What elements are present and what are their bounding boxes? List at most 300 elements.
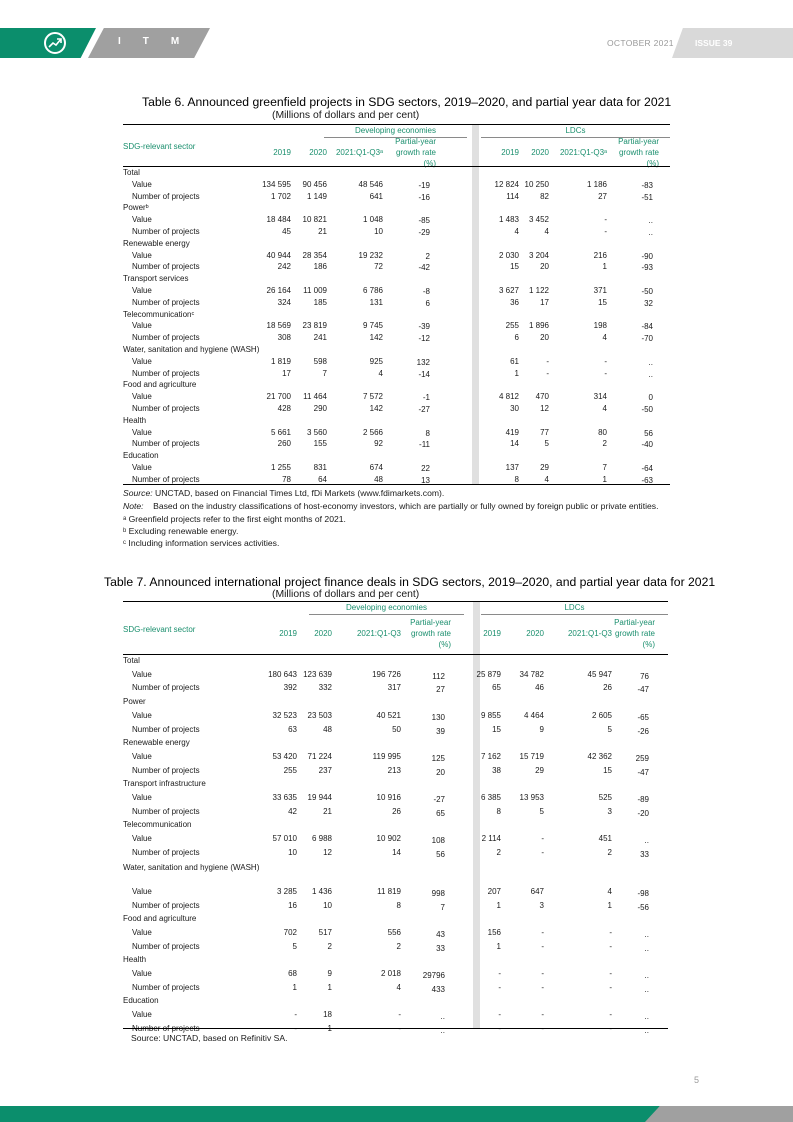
table-cell: 132 [416, 357, 430, 367]
table-cell: 9 745 [362, 321, 383, 331]
table-cell: -47 [637, 685, 649, 695]
table-cell: - [541, 941, 544, 951]
table-cell: - [609, 969, 612, 979]
table-cell: 17 [282, 368, 291, 378]
table-cell: -93 [641, 263, 653, 273]
table-cell: 4 [378, 368, 383, 378]
table-cell: 317 [387, 683, 401, 693]
table-row [123, 392, 670, 404]
table-cell: 155 [313, 439, 327, 449]
table-cell: 80 [598, 427, 607, 437]
table-cell: 15 [598, 297, 607, 307]
footer-gray-band [645, 1106, 793, 1122]
column-header-growth-rate: (%) [423, 159, 436, 168]
table-cell: 3 285 [276, 886, 297, 896]
header-issue-band [672, 28, 793, 58]
column-header-col-2019: 2019 [279, 629, 297, 638]
row-label: Value [132, 427, 152, 437]
table7-subtitle: (Millions of dollars and per cent) [272, 589, 420, 600]
table-row [123, 807, 668, 821]
row-label: Renewable energy [123, 738, 190, 748]
table-cell: 6 385 [480, 793, 501, 802]
table-cell: 428 [277, 404, 291, 413]
table-cell: 1 255 [270, 463, 291, 472]
table-cell: 56 [436, 849, 445, 859]
table-cell: 20 [436, 767, 445, 777]
table-cell: 119 995 [372, 751, 401, 761]
row-label: Value [132, 969, 152, 979]
table-cell: 42 362 [587, 751, 612, 761]
table-row-section [123, 239, 670, 251]
table-cell: 186 [313, 262, 327, 272]
row-label: Value [132, 356, 152, 366]
table-cell: 2 605 [591, 710, 612, 720]
table-cell: 556 [387, 927, 401, 937]
row-label: Education [123, 996, 159, 1006]
table-cell: - [541, 982, 544, 992]
table-cell: 7 162 [480, 751, 501, 761]
table-cell: - [398, 1023, 401, 1033]
table-cell: 29 [535, 765, 544, 775]
table-row [123, 428, 670, 440]
table-cell: 39 [436, 726, 445, 736]
table-row [123, 333, 670, 345]
table-cell: 517 [318, 927, 332, 937]
table-top-rule [123, 124, 670, 125]
column-header-col-2020: 2020 [531, 148, 549, 157]
table-cell: 7 [322, 368, 327, 378]
column-header-col-2020: 2020 [314, 629, 332, 638]
table-cell: 72 [374, 262, 383, 272]
row-label: Number of projects [132, 847, 200, 857]
table-row-section [123, 656, 668, 670]
table-cell: 12 [540, 404, 549, 413]
row-label: Number of projects [132, 333, 200, 343]
table-row [123, 439, 670, 451]
table-cell: 76 [640, 671, 649, 681]
table-cell: 27 [436, 685, 445, 695]
table-cell: 392 [283, 683, 297, 693]
table-cell: 17 [540, 297, 549, 307]
table-cell: 7 [602, 463, 607, 472]
table-cell: .. [644, 836, 649, 846]
column-header-col-2019: 2019 [273, 148, 291, 157]
table-cell: 10 902 [376, 834, 401, 844]
table-cell: 1 048 [362, 215, 383, 225]
table-cell: 11 819 [377, 886, 401, 896]
table-cell: 10 250 [524, 179, 549, 189]
table-cell: 78 [282, 474, 291, 484]
column-header-growth-rate: Partial-year [614, 618, 655, 627]
table-row-section [123, 996, 668, 1010]
table-cell: 3 452 [528, 215, 549, 225]
table-cell: -39 [418, 322, 430, 332]
table-cell: 8 [514, 474, 519, 484]
table-cell: -19 [418, 180, 430, 190]
table-row-section [123, 914, 668, 928]
table-cell: 5 [292, 941, 297, 951]
column-header-growth-rate: growth rate [618, 148, 659, 157]
table-cell: - [498, 969, 501, 979]
table-cell: 22 [421, 464, 430, 473]
table-cell: 71 224 [307, 751, 332, 761]
row-label: Health [123, 955, 147, 965]
table-cell: 4 [514, 227, 519, 236]
table-row [123, 180, 670, 192]
row-label: Renewable energy [123, 238, 190, 248]
row-label: Food and agriculture [123, 914, 197, 924]
table-row-section [123, 955, 668, 969]
table-bottom-rule [123, 484, 670, 485]
table-cell: 3 204 [528, 250, 549, 260]
table-cell: 43 [436, 929, 445, 939]
table-cell: 1 896 [528, 321, 549, 331]
table-row [123, 983, 668, 997]
table-row-section [123, 310, 670, 322]
table-cell: 123 639 [303, 669, 332, 679]
table-row [123, 711, 668, 725]
table-cell: 29796 [422, 971, 445, 981]
table-cell: - [604, 368, 607, 378]
row-label: Value [132, 392, 152, 402]
table-cell: 40 521 [376, 710, 401, 720]
table-cell: 185 [313, 297, 327, 307]
column-header-growth-rate: (%) [438, 640, 451, 649]
table-cell: 8 [396, 900, 401, 910]
row-label: Transport services [123, 274, 189, 284]
table-cell: 10 [374, 227, 383, 236]
table-cell: 641 [369, 191, 383, 201]
table-row [123, 848, 668, 862]
table-cell: 64 [318, 474, 327, 484]
table-cell: 5 [539, 806, 544, 816]
table-cell: -70 [641, 334, 653, 344]
table-row-section [123, 168, 670, 180]
table-cell: 21 [318, 227, 327, 236]
table-cell: 27 [598, 191, 607, 201]
group-header-ldcs: LDCs [564, 603, 585, 612]
table-cell: - [541, 847, 544, 857]
row-label: Number of projects [132, 439, 200, 449]
column-header-col-2019: 2019 [483, 629, 501, 638]
table-cell: 5 [544, 439, 549, 449]
table-cell: 1 [607, 900, 612, 910]
row-label: Number of projects [132, 765, 200, 775]
table-cell: -84 [641, 322, 653, 332]
table-cell: 11 464 [303, 392, 327, 402]
row-label: Value [132, 321, 152, 331]
table-cell: 2 [607, 847, 612, 857]
table-cell: 30 [510, 404, 519, 413]
table-cell: -29 [418, 228, 430, 237]
table-cell: -42 [418, 263, 430, 273]
table-cell: - [604, 215, 607, 225]
table-cell: - [609, 941, 612, 951]
table-cell: 57 010 [272, 834, 297, 844]
table-cell: 4 [396, 982, 401, 992]
table-cell: .. [644, 943, 649, 953]
table-row-section [123, 380, 670, 392]
table-cell: 25 879 [476, 669, 501, 679]
table-row-section [123, 274, 670, 286]
table-cell: 14 [392, 847, 401, 857]
table-row [123, 752, 668, 766]
table-cell: -56 [637, 902, 649, 912]
table-cell: -50 [641, 405, 653, 414]
table-cell: - [498, 1010, 501, 1020]
table-cell: 46 [535, 683, 544, 693]
column-header-col-2021: 2021:Q1-Q3 [356, 629, 401, 638]
table-cell: - [541, 927, 544, 937]
table-row-section [123, 779, 668, 793]
table-cell: 36 [510, 297, 519, 307]
table-cell: 255 [283, 765, 297, 775]
table-cell: 1 [602, 262, 607, 272]
row-label: Value [132, 927, 152, 937]
row-label: Transport infrastructure [123, 779, 206, 789]
table-cell: 18 [323, 1010, 332, 1020]
table-cell: 4 [602, 404, 607, 413]
table-cell: - [398, 1010, 401, 1020]
table-cell: 32 523 [272, 710, 297, 720]
table-cell: 831 [313, 463, 327, 472]
table-row [123, 369, 670, 381]
row-label: Number of projects [132, 404, 200, 413]
row-label: Number of projects [132, 1023, 200, 1033]
header-issue: ISSUE 39 [695, 38, 733, 48]
row-label: Value [132, 286, 152, 295]
table-cell: 180 643 [268, 669, 297, 679]
table-cell: 61 [510, 356, 519, 366]
table-cell: 4 [544, 474, 549, 484]
table-cell: - [498, 1023, 501, 1033]
table-cell: 1 [602, 474, 607, 484]
table-row-section [123, 416, 670, 428]
table-cell: .. [644, 1025, 649, 1035]
table-row [123, 834, 668, 848]
table-cell: .. [440, 1025, 445, 1035]
table-cell: -51 [641, 192, 653, 202]
table-cell: -89 [637, 795, 649, 804]
table-cell: - [294, 1023, 297, 1033]
table-cell: 2 566 [362, 427, 383, 437]
page-header [0, 28, 793, 58]
row-label: Number of projects [132, 191, 200, 201]
table-cell: 15 [510, 262, 519, 272]
sector-header: SDG-relevant sector [123, 142, 196, 151]
table-cell: 998 [431, 888, 445, 898]
table-cell: 5 [607, 724, 612, 734]
row-label: Value [132, 215, 152, 225]
column-header-growth-rate: Partial-year [395, 137, 436, 146]
row-label: Value [132, 751, 152, 761]
table-cell: 3 627 [498, 286, 519, 295]
table-cell: 1 [496, 941, 501, 951]
row-label: Power [123, 697, 146, 707]
table-cell: 216 [593, 250, 607, 260]
table-cell: .. [648, 369, 653, 379]
table-cell: .. [648, 357, 653, 367]
row-label: Number of projects [132, 368, 200, 378]
table-cell: 3 [539, 900, 544, 910]
column-header-col-2020: 2020 [526, 629, 544, 638]
table-cell: 1 819 [270, 356, 291, 366]
footer-green-band [0, 1106, 660, 1122]
table-cell: 63 [288, 724, 297, 734]
table-row [123, 321, 670, 333]
table-cell: - [541, 834, 544, 844]
table-row-section [123, 738, 668, 752]
table-cell: 23 819 [302, 321, 327, 331]
table-cell: - [541, 969, 544, 979]
table-cell: -63 [641, 475, 653, 485]
table-cell: 674 [369, 463, 383, 472]
column-header-growth-rate: (%) [642, 640, 655, 649]
table-cell: 12 824 [494, 179, 519, 189]
row-label: Value [132, 669, 152, 679]
table-cell: 5 661 [270, 427, 291, 437]
table-cell: 2 [327, 941, 332, 951]
sector-header: SDG-relevant sector [123, 625, 196, 634]
table-cell: 255 [505, 321, 519, 331]
table-cell: 34 782 [519, 669, 544, 679]
table-cell: -47 [637, 767, 649, 777]
table-cell: 92 [374, 439, 383, 449]
table-row [123, 227, 670, 239]
table-cell: 308 [277, 333, 291, 343]
table-cell: 26 [603, 683, 612, 693]
table-cell: 28 354 [302, 250, 327, 260]
group-underline [481, 614, 668, 615]
table-row [123, 969, 668, 983]
column-header-growth-rate: Partial-year [410, 618, 451, 627]
row-label: Value [132, 834, 152, 844]
row-label: Total [123, 656, 140, 665]
table-cell: 15 719 [519, 751, 544, 761]
table-cell: - [541, 1010, 544, 1020]
table-row [123, 766, 668, 780]
table-cell: 8 [496, 806, 501, 816]
row-label: Number of projects [132, 982, 200, 992]
table-row [123, 725, 668, 739]
table-cell: - [609, 1010, 612, 1020]
table-cell: 130 [431, 712, 445, 722]
table-cell: 48 [323, 724, 332, 734]
table-cell: 6 [425, 298, 430, 308]
row-label: Value [132, 886, 152, 896]
trend-up-icon [44, 32, 66, 54]
table-cell: 131 [369, 297, 383, 307]
table-cell: 0 [648, 393, 653, 403]
table6-footnote-b: ᵇ Excluding renewable energy. [123, 526, 239, 536]
table-cell: 20 [540, 262, 549, 272]
table-cell: 19 944 [307, 793, 332, 802]
table-cell: 26 [392, 806, 401, 816]
table-cell: 598 [313, 356, 327, 366]
table-cell: 3 560 [306, 427, 327, 437]
table-cell: 1 186 [586, 179, 607, 189]
table-cell: -8 [422, 287, 430, 296]
table-cell: 7 572 [362, 392, 383, 402]
table-cell: 324 [277, 297, 291, 307]
table-cell: -50 [641, 287, 653, 296]
row-label: Water, sanitation and hygiene (WASH) [123, 345, 260, 354]
table-cell: 4 [602, 333, 607, 343]
row-label: Water, sanitation and hygiene (WASH) [123, 862, 260, 872]
table-cell: 48 [374, 474, 383, 484]
table-cell: -26 [637, 726, 649, 736]
table-cell: 451 [598, 834, 612, 844]
table-cell: 19 232 [358, 250, 383, 260]
table-cell: 18 484 [266, 215, 291, 225]
table-cell: 142 [369, 333, 383, 343]
table-cell: 18 569 [266, 321, 291, 331]
table6-title: Table 6. Announced greenfield projects in SDG sectors, 2019–2020, and partial year data for 2021 [142, 95, 672, 109]
row-label: Value [132, 179, 152, 189]
table-cell: 2 018 [380, 969, 401, 979]
header-letters: I T M [118, 36, 181, 47]
table-cell: - [498, 982, 501, 992]
table-cell: 48 546 [358, 179, 383, 189]
column-header-growth-rate: growth rate [410, 629, 451, 638]
row-label: Number of projects [132, 724, 200, 734]
table-cell: 26 164 [266, 286, 291, 295]
row-label: Value [132, 710, 152, 720]
table-cell: 470 [535, 392, 549, 402]
table-cell: 1 483 [498, 215, 519, 225]
column-header-col-2021: 2021:Q1-Q3ᵃ [559, 148, 607, 157]
table6-footnote-c: ᶜ Including information services activities. [123, 538, 280, 548]
table-row [123, 286, 670, 298]
table-cell: 3 [607, 806, 612, 816]
table-cell: 53 420 [272, 751, 297, 761]
table-cell: -65 [637, 712, 649, 722]
table-cell: 14 [510, 439, 519, 449]
table-cell: 32 [644, 298, 653, 308]
table-row [123, 215, 670, 227]
row-label: Number of projects [132, 900, 200, 910]
table-cell: .. [644, 1012, 649, 1022]
table-cell: -14 [418, 369, 430, 379]
table-cell: 21 700 [266, 392, 291, 402]
table-row-section [123, 862, 668, 887]
table-cell: -98 [637, 888, 649, 898]
table-cell: 1 [327, 982, 332, 992]
page-number: 5 [694, 1075, 700, 1085]
row-label: Education [123, 451, 159, 461]
row-label: Value [132, 250, 152, 260]
table-bottom-rule [123, 1028, 668, 1029]
table-cell: 65 [436, 808, 445, 818]
table-cell: 2 [425, 251, 430, 261]
table-row [123, 262, 670, 274]
table-cell: -20 [637, 808, 649, 818]
table-cell: 4 812 [498, 392, 519, 402]
table-cell: 260 [277, 439, 291, 449]
row-label: Number of projects [132, 227, 200, 236]
table-cell: - [604, 227, 607, 236]
table-cell: 925 [369, 356, 383, 366]
table-cell: -11 [419, 440, 430, 450]
table-cell: 134 595 [262, 179, 291, 189]
table6-subtitle: (Millions of dollars and per cent) [272, 110, 420, 121]
group-header-developing: Developing economies [346, 603, 427, 612]
row-label: Total [123, 168, 140, 177]
table-cell: 2 [496, 847, 501, 857]
table-cell: 198 [593, 321, 607, 331]
table-row [123, 251, 670, 263]
table-cell: .. [648, 228, 653, 237]
